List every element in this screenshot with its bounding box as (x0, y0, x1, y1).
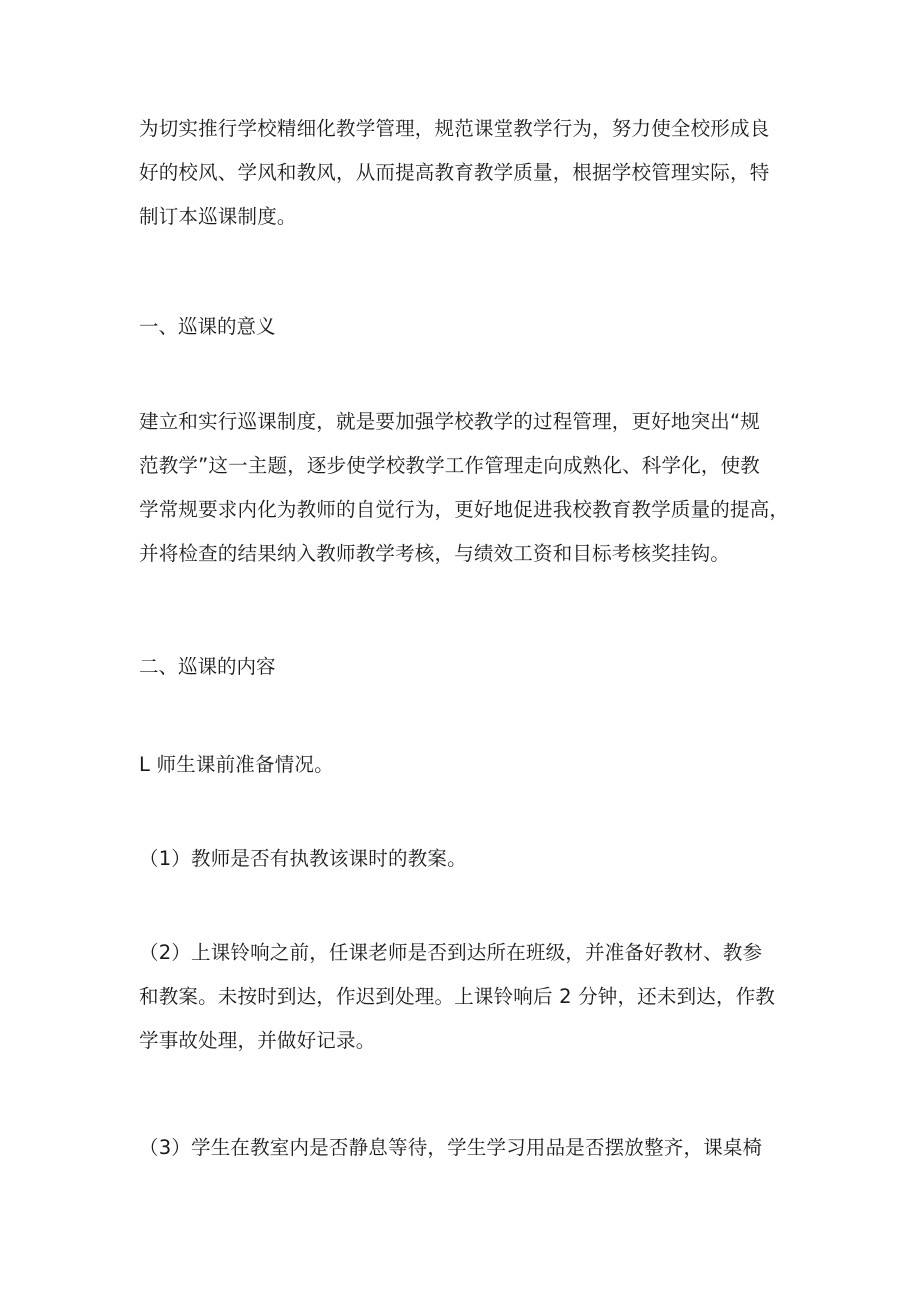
section-heading-meaning: 一、巡课的意义 (139, 315, 276, 338)
intro-paragraph (139, 107, 799, 239)
intro-line: 为切实推行学校精细化教学管理，规范课堂教学行为，努力使全校形成良 (139, 117, 770, 140)
meaning-line: 建立和实行巡课制度，就是要加强学校教学的过程管理，更好地突出“规 (139, 410, 761, 433)
intro-line: 好的校风、学风和教风，从而提高教育教学质量，根据学校管理实际，特 (139, 161, 770, 184)
meaning-line: 范教学”这一主题，逐步使学校教学工作管理走向成熟化、科学化，使教 (139, 454, 761, 477)
item1-sub2-line: 和教案。未按时到达，作迟到处理。上课铃响后 2 分钟，还未到达，作教 (139, 985, 776, 1008)
item1-sub2-paragraph (139, 931, 799, 1063)
item1-sub2-line: （2）上课铃响之前，任课老师是否到达所在班级，并准备好教材、教参 (139, 941, 763, 964)
meaning-paragraph (139, 400, 799, 576)
item1-sub3: （3）学生在教室内是否静息等待，学生学习用品是否摆放整齐，课桌椅 (139, 1136, 763, 1159)
intro-line: 制订本巡课制度。 (139, 205, 297, 228)
meaning-line: 学常规要求内化为教师的自觉行为，更好地促进我校教育教学质量的提高， (139, 498, 790, 521)
item1-sub1: （1）教师是否有执教该课时的教案。 (139, 847, 467, 870)
section-heading-content: 二、巡课的内容 (139, 655, 276, 678)
item1-title: L 师生课前准备情况。 (139, 753, 334, 776)
item1-sub2-line: 学事故处理，并做好记录。 (139, 1029, 376, 1052)
meaning-line: 并将检查的结果纳入教师教学考核，与绩效工资和目标考核奖挂钩。 (139, 542, 731, 565)
